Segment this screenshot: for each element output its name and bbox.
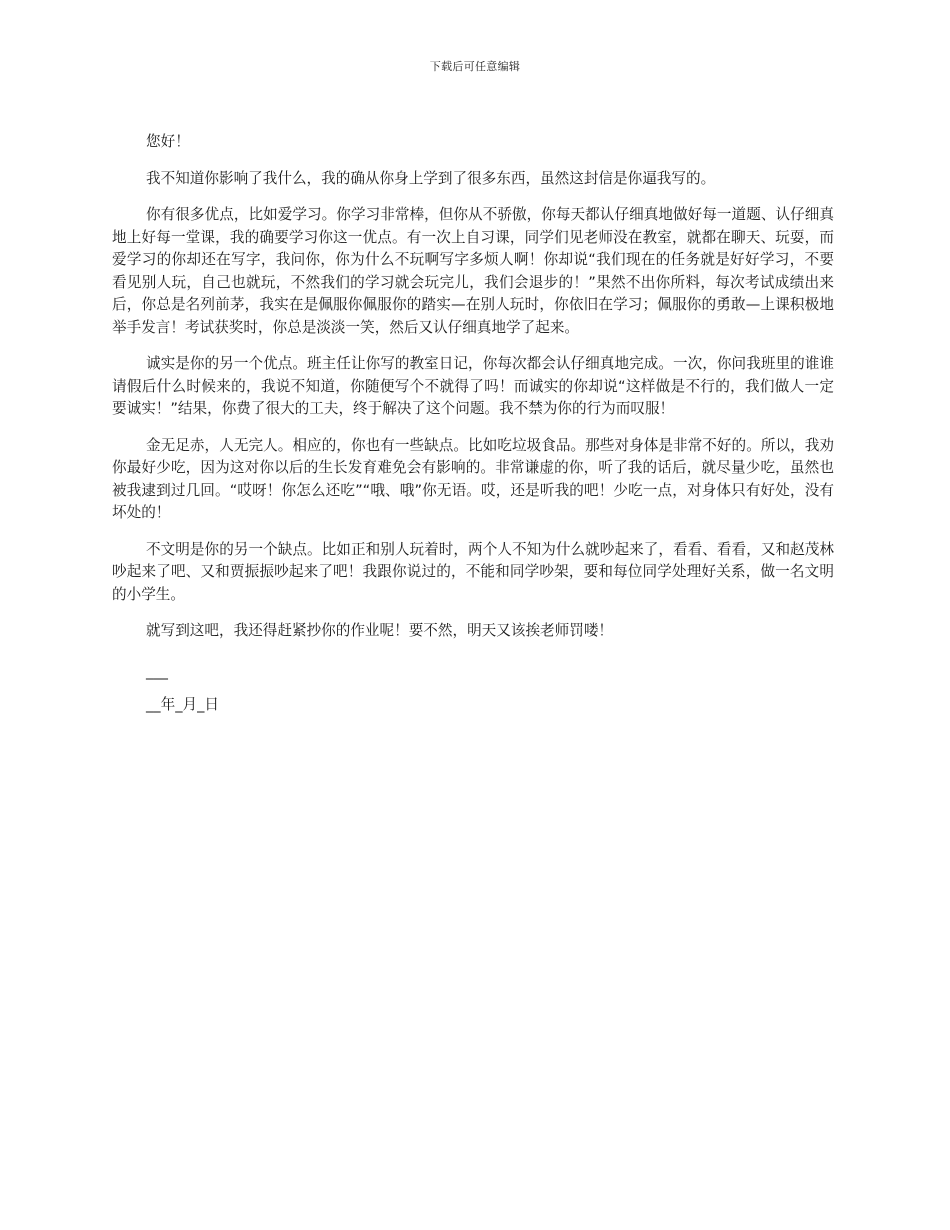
letter-paragraph: 你有很多优点，比如爱学习。你学习非常棒，但你从不骄傲，你每天都认仔细真地做好每一道题、认仔细真地上好每一堂课，我的确要学习你这一优点。有一次上自习课，同学们见老师没在教室，就都在聊天、玩耍，而爱学习的你却还在写字，我问你，你为什么不玩啊写字多烦人啊！你却说“我们现在的任务就是好好学习，不要看见别人玩，自己也就玩，不然我们的学习就会玩完儿，我们会退步的！”果然不出你所料，每次考试成绩出来后，你总是名列前茅，我实在是佩服你佩服你的踏实—在别人玩时，你依旧在学习；佩服你的勇敢—上课积极地举手发言！考试获奖时，你总是淡淡一笑，然后又认仔细真地学了起来。 [112,206,834,336]
letter-paragraph: 就写到这吧，我还得赶紧抄你的作业呢！要不然，明天又该挨老师罚喽！ [146,622,614,639]
letter-greeting: 您好！ [146,133,190,150]
letter-date: __年_月_日 [146,696,219,713]
letter-signature: ___ [146,662,168,680]
letter-paragraph: 我不知道你影响了我什么，我的确从你身上学到了很多东西，虽然这封信是你逼我写的。 [146,169,716,187]
letter-paragraph: 不文明是你的另一个缺点。比如正和别人玩着时，两个人不知为什么就吵起来了，看看、看看，又和赵茂林吵起来了吧、又和贾振振吵起来了吧！我跟你说过的，不能和同学吵架，要和每位同学处理好关系，做一名文明的小学生。 [112,540,834,603]
letter-paragraph: 诚实是你的另一个优点。班主任让你写的教室日记，你每次都会认仔细真地完成。一次，你问我班里的谁谁请假后什么时候来的，我说不知道，你随便写个不就得了吗！而诚实的你却说“这样做是不行的，我们做人一定要诚实！”结果，你费了很大的工夫，终于解决了这个问题。我不禁为你的行为而叹服！ [112,355,834,417]
letter-body [112,131,834,717]
header-note: 下载后可任意编辑 [429,60,521,73]
letter-paragraph: 金无足赤，人无完人。相应的，你也有一些缺点。比如吃垃圾食品。那些对身体是非常不好的。所以，我劝你最好少吃，因为这对你以后的生长发育难免会有影响的。非常谦虚的你，听了我的话后，就尽量少吃，虽然也被我逮到过几回。“哎呀！你怎么还吃”“哦、哦”你无语。哎，还是听我的吧！少吃一点，对身体只有好处，没有坏处的！ [112,436,834,521]
